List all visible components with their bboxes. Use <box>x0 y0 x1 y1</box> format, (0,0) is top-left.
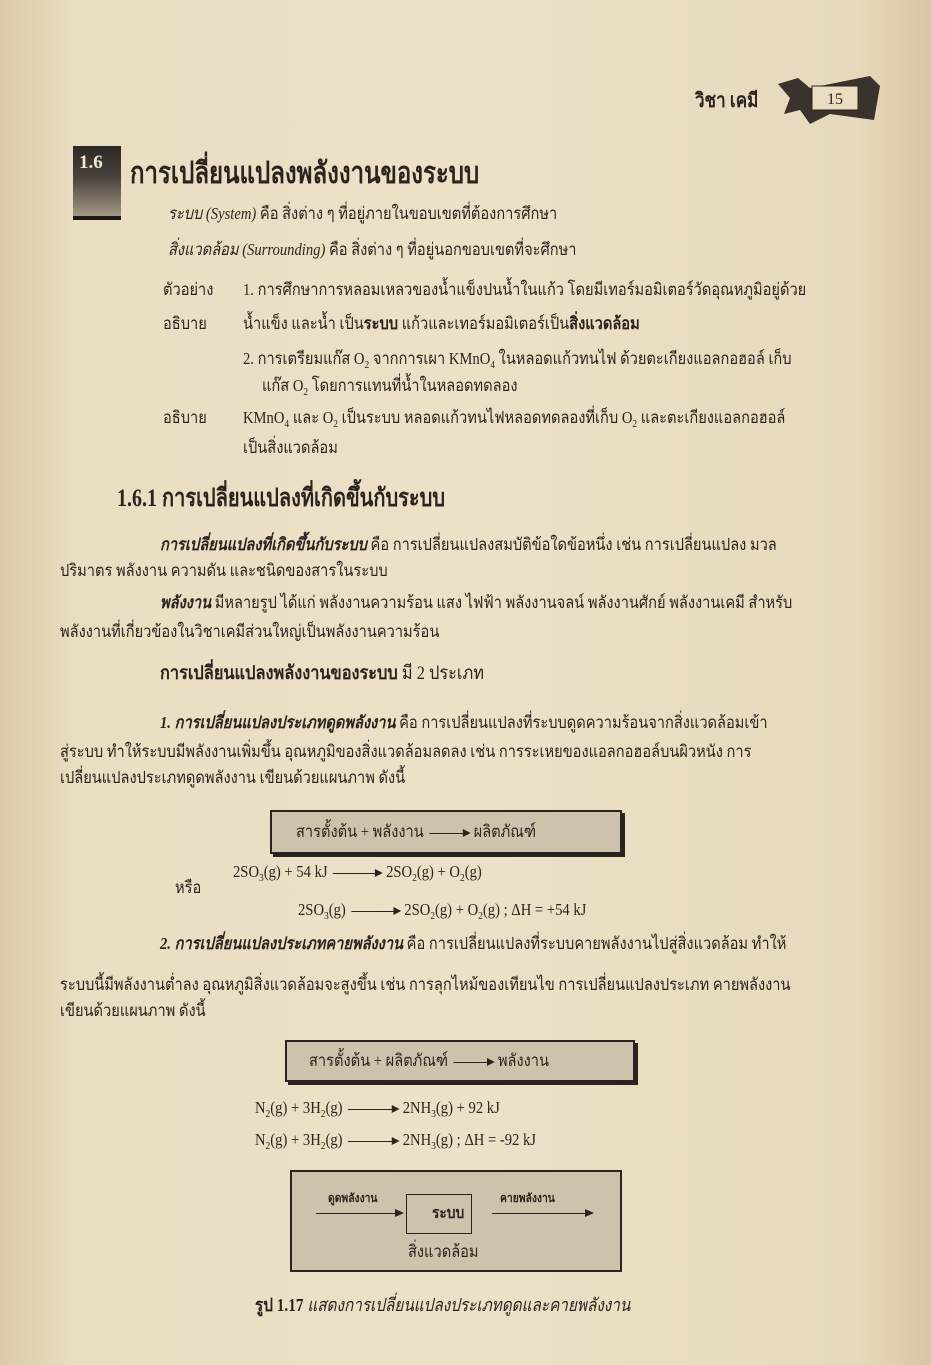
text-run: เป็นสิ่งแวดล้อม <box>243 438 338 457</box>
text-run: สิ่งแวดล้อม <box>569 314 640 333</box>
section-number: 1.6 <box>79 152 103 173</box>
text-run: N <box>255 1098 266 1117</box>
equation-right <box>402 1130 536 1152</box>
text-run: 2SO <box>298 900 325 919</box>
subscript: 2 <box>333 418 339 430</box>
paragraph-2-line-1 <box>160 593 792 613</box>
subscript: 3 <box>324 910 329 922</box>
subscript: 2 <box>364 359 370 371</box>
text-run: (g) <box>328 900 346 919</box>
text-run: การเปลี่ยนแปลงพลังงานของระบบ <box>160 663 398 684</box>
endothermic-equation-1 <box>233 862 482 888</box>
example-2-line-2 <box>262 376 518 402</box>
text-run: เป็นระบบ หลอดแก้วทนไฟหลอดทดลองที่เก็บ O <box>338 408 633 427</box>
release-arrow-icon <box>492 1213 592 1214</box>
equation-left <box>233 862 328 884</box>
subscript: 3 <box>259 872 264 884</box>
paragraph-1-line-1 <box>160 535 777 555</box>
text-run: ระบบนี้มีพลังงานต่ำลง อุณหภูมิสิ่งแวดล้อมจะสูงขึ้น เช่น การลุกไหม้ของเทียนไข การเปลี่ยนแปลงประเภท คายพลังงาน <box>60 975 791 994</box>
text-run: (g) + 54 kJ <box>263 862 328 881</box>
text-run: แก้วและเทอร์มอมิเตอร์เป็น <box>398 314 570 333</box>
endothermic-scheme-box <box>270 810 622 854</box>
paragraph-2-line-2 <box>60 622 439 642</box>
explain-label-2: อธิบาย <box>163 408 207 427</box>
text-run: และ O <box>289 408 334 427</box>
system-label: ระบบ <box>432 1205 465 1222</box>
text-run: ปริมาตร พลังงาน ความดัน และชนิดของสารในระบบ <box>60 561 388 580</box>
arrow-icon <box>453 1062 493 1063</box>
text-run: (g) <box>325 1130 343 1149</box>
subscript: 3 <box>431 1108 436 1120</box>
arrow-icon <box>429 833 469 834</box>
text-run: KMnO <box>243 408 285 427</box>
text-run: สิ่งแวดล้อม (Surrounding) <box>168 240 326 259</box>
type-2-line-2 <box>60 975 790 995</box>
text-run: ในหลอดแก้วทนไฟ ด้วยตะเกียงแอลกอฮอล์ เก็บ <box>495 349 792 368</box>
exothermic-equation-2 <box>255 1130 536 1156</box>
subscript: 4 <box>490 359 496 371</box>
scheme-left: สารตั้งต้น + ผลิตภัณฑ์ <box>309 1051 449 1070</box>
text-run: คือ การเปลี่ยนแปลงที่ระบบคายพลังงานไปสู่สิ่งแวดล้อม ทำให้ <box>403 934 787 953</box>
text-run: แก๊ส O <box>262 376 304 395</box>
subscript: 2 <box>303 386 309 398</box>
type-1-line-1 <box>160 713 768 733</box>
text-run: น้ำแข็ง และน้ำ เป็น <box>243 314 364 333</box>
text-run: เปลี่ยนแปลงประเภทดูดพลังงาน เขียนด้วยแผนภาพ ดังนี้ <box>60 768 406 787</box>
definition-surrounding <box>168 240 576 260</box>
subscript: 2 <box>632 418 638 430</box>
arrow-icon <box>348 1141 398 1142</box>
arrow-icon <box>348 1109 398 1110</box>
text-run: พลังงาน <box>160 593 212 612</box>
or-label: หรือ <box>175 878 202 897</box>
subscript: 2 <box>478 910 483 922</box>
text-run: ระบบ <box>363 314 399 333</box>
release-label: คายพลังงาน <box>500 1191 555 1205</box>
subscript: 2 <box>320 1140 326 1152</box>
text-run: ระบบ (System) <box>168 204 257 223</box>
arrow-icon <box>351 911 399 912</box>
example-2-line-1 <box>243 349 792 375</box>
energy-types-heading <box>160 664 484 684</box>
text-run: (g) <box>325 1098 343 1117</box>
absorb-arrow-icon <box>316 1213 402 1214</box>
equation-right <box>386 862 482 884</box>
text-run: (g) ; ΔH = +54 kJ <box>482 900 587 919</box>
example-1-explanation <box>243 314 640 334</box>
equation-left <box>298 900 346 922</box>
page-number-badge <box>770 74 882 126</box>
arrow-icon <box>333 873 381 874</box>
subsection-title: 1.6.1 การเปลี่ยนแปลงที่เกิดขึ้นกับระบบ <box>117 485 446 512</box>
subscript: 3 <box>431 1140 436 1152</box>
example-2-explanation-line-2 <box>243 438 338 458</box>
scheme-left: สารตั้งต้น + พลังงาน <box>296 822 424 841</box>
equation-right <box>404 900 587 922</box>
text-run: เขียนด้วยแผนภาพ ดังนี้ <box>60 1001 206 1020</box>
text-run: และตะเกียงแอลกอฮอล์ <box>637 408 786 427</box>
equation-right <box>402 1098 500 1120</box>
text-run: (g) + O <box>434 900 479 919</box>
subscript: 2 <box>459 872 465 884</box>
endothermic-scheme <box>296 822 536 842</box>
scheme-right: ผลิตภัณฑ์ <box>473 822 536 841</box>
text-run: โดยการแทนที่น้ำในหลอดทดลอง <box>308 376 518 395</box>
scheme-right: พลังงาน <box>497 1051 549 1070</box>
text-run: (g) <box>464 862 482 881</box>
example-1 <box>243 280 806 300</box>
text-run: คือ การเปลี่ยนแปลงที่ระบบดูดความร้อนจากสิ่งแวดล้อมเข้า <box>395 713 768 732</box>
subscript: 2 <box>265 1140 271 1152</box>
exothermic-scheme <box>309 1051 549 1071</box>
text-run: 2NH <box>402 1098 432 1117</box>
text-run: คือ สิ่งต่าง ๆ ที่อยู่นอกขอบเขตที่จะศึกษา <box>325 240 577 259</box>
exothermic-equation-1 <box>255 1098 500 1124</box>
type-1-line-3 <box>60 768 405 788</box>
running-header-subject: วิชา เคมี <box>695 90 759 112</box>
section-number-box <box>73 146 121 220</box>
text-run: 2SO <box>404 900 431 919</box>
caption-number: รูป 1.17 <box>255 1295 304 1315</box>
text-run: 1. การเปลี่ยนแปลงประเภทดูดพลังงาน <box>160 713 396 732</box>
caption-text: แสดงการเปลี่ยนแปลงประเภทดูดและคายพลังงาน <box>307 1295 631 1315</box>
text-run: (g) + 92 kJ <box>435 1098 500 1117</box>
type-1-line-2 <box>60 742 751 762</box>
example-2-explanation-line-1 <box>243 408 785 434</box>
section-title: การเปลี่ยนแปลงพลังงานของระบบ <box>130 157 480 190</box>
type-2-line-1 <box>160 934 786 954</box>
definition-system <box>168 204 557 224</box>
text-run: 1. การศึกษาการหลอมเหลวของน้ำแข็งปนน้ำในแก้ว โดยมีเทอร์มอมิเตอร์วัดอุณหภูมิอยู่ด้วย <box>243 280 807 299</box>
subscript: 4 <box>284 418 290 430</box>
absorb-label: ดูดพลังงาน <box>328 1191 378 1205</box>
text-run: จากการเผา KMnO <box>369 349 491 368</box>
equation-left <box>255 1130 343 1152</box>
text-run: 2. การเตรียมแก๊ส O <box>243 349 365 368</box>
text-run: (g) + 3H <box>270 1098 321 1117</box>
page-number: 15 <box>827 91 843 108</box>
text-run: N <box>255 1130 266 1149</box>
text-run: คือ สิ่งต่าง ๆ ที่อยู่ภายในขอบเขตที่ต้องการศึกษา <box>256 204 558 223</box>
text-run: 2NH <box>402 1130 432 1149</box>
text-run: (g) + O <box>416 862 460 881</box>
figure-caption <box>255 1290 630 1319</box>
subscript: 2 <box>320 1108 326 1120</box>
text-run: มีหลายรูป ได้แก่ พลังงานความร้อน แสง ไฟฟ้า พลังงานจลน์ พลังงานศักย์ พลังงานเคมี สำหรับ <box>211 593 793 612</box>
text-run: คือ การเปลี่ยนแปลงสมบัติข้อใดข้อหนึ่ง เช่น การเปลี่ยนแปลง มวล <box>366 535 777 554</box>
example-label: ตัวอย่าง <box>163 280 214 299</box>
exothermic-scheme-box <box>285 1040 635 1082</box>
text-run: พลังงานที่เกี่ยวข้องในวิชาเคมีส่วนใหญ่เป็นพลังงานความร้อน <box>60 622 440 641</box>
text-run: การเปลี่ยนแปลงที่เกิดขึ้นกับระบบ <box>160 535 367 554</box>
text-run: 2SO <box>233 862 260 881</box>
equation-left <box>255 1098 343 1120</box>
text-run: (g) + 3H <box>270 1130 321 1149</box>
surrounding-label: สิ่งแวดล้อม <box>408 1242 479 1261</box>
endothermic-equation-2 <box>298 900 586 926</box>
text-run: 2SO <box>386 862 413 881</box>
explain-label: อธิบาย <box>163 314 207 333</box>
text-run: (g) ; ΔH = -92 kJ <box>435 1130 536 1149</box>
text-run: สู่ระบบ ทำให้ระบบมีพลังงานเพิ่มขึ้น อุณหภูมิของสิ่งแวดล้อมลดลง เช่น การระเหยของแอลกอฮอล์บนผิวหนัง การ <box>60 742 752 761</box>
energy-flow-diagram <box>290 1170 622 1272</box>
paragraph-1-line-2 <box>60 561 388 581</box>
subscript: 2 <box>412 872 417 884</box>
text-run: มี 2 ประเภท <box>397 663 485 684</box>
text-run: 2. การเปลี่ยนแปลงประเภทคายพลังงาน <box>160 934 404 953</box>
subscript: 2 <box>265 1108 271 1120</box>
type-2-line-3 <box>60 1001 206 1021</box>
subscript: 2 <box>430 910 435 922</box>
